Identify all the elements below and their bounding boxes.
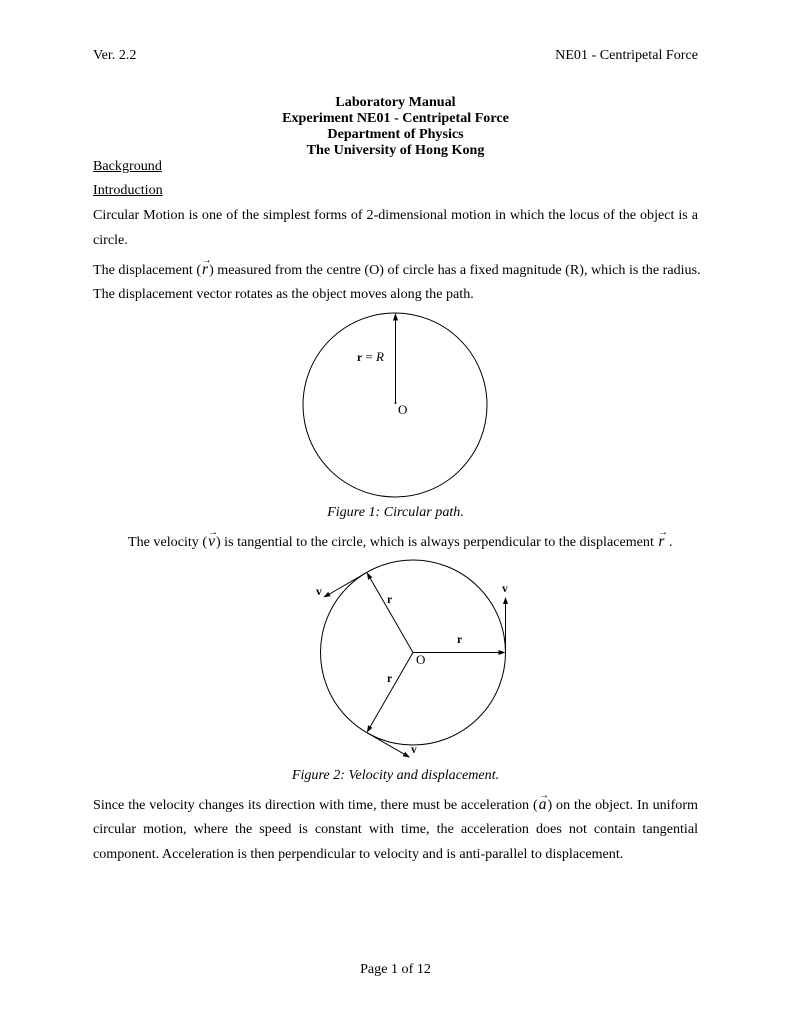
arrowhead [323,592,330,598]
displacement-text-after: ) measured from the centre (O) of circle has a fixed magnitude (R), which is the radius. [209,262,701,278]
heading-introduction: Introduction [93,182,163,198]
fig2-velocity-label-lower: v [411,744,417,756]
title-block [0,94,791,158]
velocity-text-before: The velocity ( [128,534,208,550]
figure-2-caption: Figure 2: Velocity and displacement. [291,767,500,783]
acceleration-paragraph [93,792,698,867]
fig2-displacement-label-lower: r [387,673,393,685]
arrowhead [393,313,398,321]
center-point [395,402,397,404]
fig1-radius-R: R [375,349,384,364]
fig2-displacement-label-right: r [457,634,463,646]
fig2-center-label: O [416,652,426,667]
fig2-velocity-label-upper-left: v [316,586,322,598]
acceleration-text-before: Since the velocity changes its direction with time, there must be acceleration ( [93,797,538,813]
intro-paragraph [93,203,698,253]
vector-v-symbol: → v [207,533,216,550]
title-manual: Laboratory Manual [335,94,456,110]
figure-2-velocity-displacement [305,555,520,770]
arrowhead [499,650,506,655]
title-university: The University of Hong Kong [306,142,485,158]
displacement-text-before: The displacement ( [93,262,202,278]
vector-r-symbol: → r [201,261,209,278]
fig1-center-label: O [398,402,408,417]
velocity-text-middle: ) is tangential to the circle, which is always perpendicular to the displacement [215,534,654,550]
intro-line-1: Circular Motion is one of the simplest forms of 2-dimensional motion in which the locus of the object is a [93,207,698,223]
heading-background: Background [93,158,162,174]
title-department: Department of Physics [327,126,464,142]
displacement-line-1 [93,257,701,282]
vector-a-symbol: → a [538,796,548,813]
arrowhead [367,572,373,579]
fig2-displacement-label-upper: r [387,594,393,606]
arrowhead [503,597,508,604]
fig1-equals: = [365,349,373,364]
arrowhead [367,725,373,732]
header-doc-code: NE01 - Centripetal Force [555,47,698,63]
header-version: Ver. 2.2 [93,47,137,63]
displacement-arrow-upper-left [370,579,413,653]
vector-r-symbol: → r [657,533,665,550]
acceleration-text-after: ) on the object. In uniform [547,797,698,813]
title-experiment: Experiment NE01 - Centripetal Force [282,110,509,126]
fig1-radius-label [357,349,384,366]
velocity-sentence [128,534,673,550]
arrowhead [403,752,410,758]
displacement-paragraph [93,257,701,307]
displacement-arrow-lower-left [370,653,413,727]
acceleration-line-2: circular motion, where the speed is constant with time, the acceleration does not contain tangential [93,821,698,837]
page-number: Page 1 of 12 [360,961,431,977]
displacement-line-2: The displacement vector rotates as the object moves along the path. [93,286,474,302]
fig2-velocity-label-right: v [502,583,508,595]
figure-1-caption: Figure 1: Circular path. [327,504,464,520]
intro-line-2: circle. [93,232,128,248]
figure-1-circular-path [296,305,496,505]
acceleration-line-1 [93,792,698,817]
velocity-arrow-upper-left [330,572,367,594]
acceleration-line-3: component. Acceleration is then perpendicular to velocity and is anti-parallel to displacement. [93,846,624,862]
fig1-vector-r: r [357,352,363,364]
velocity-text-after: . [669,534,673,550]
